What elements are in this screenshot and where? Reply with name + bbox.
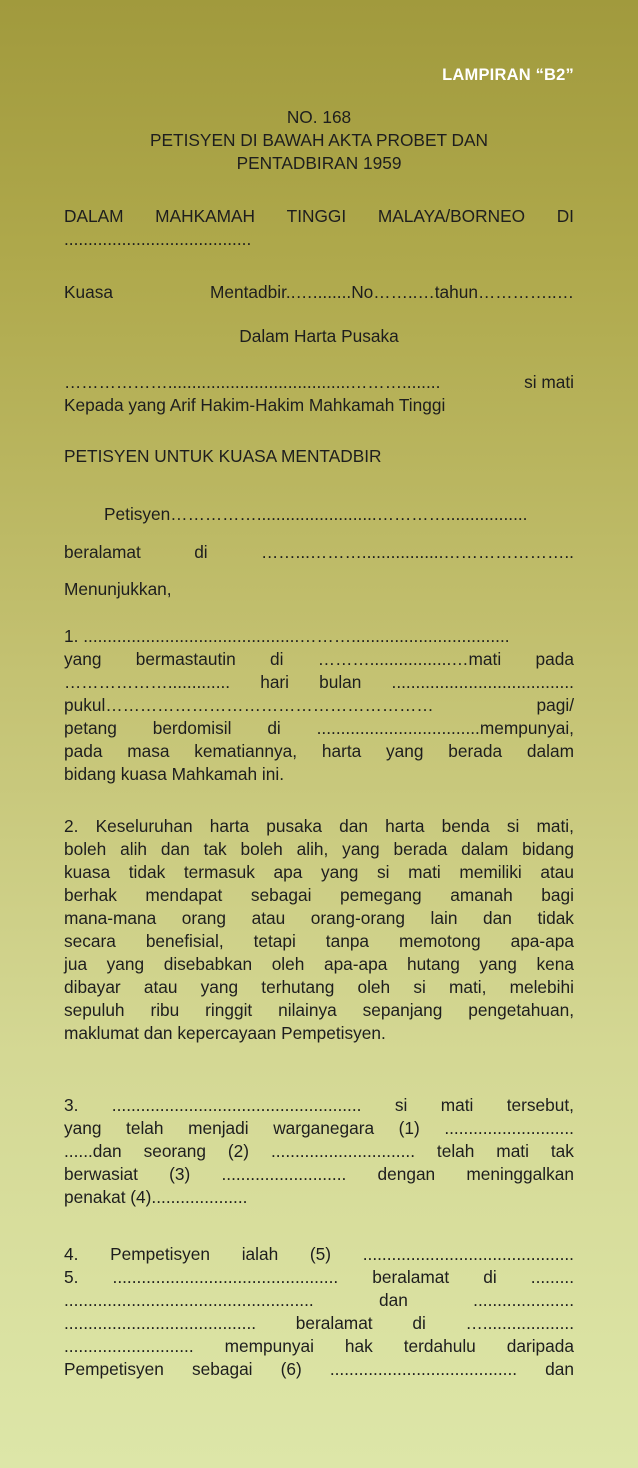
para4-line: 4. Pempetisyen ialah (5) ............................................ [64, 1244, 574, 1264]
para3-line3: ......dan seorang (2) .............................. telah mati tak [64, 1141, 574, 1161]
para1-line4: pukul………………………………………………… pagi/ [64, 695, 574, 715]
para2-line7: jua yang disebabkan oleh apa-apa hutang yang kena [64, 954, 574, 974]
para2-line6: secara benefisial, tetapi tanpa memotong apa-apa [64, 931, 574, 951]
petitioner-address-line: beralamat di ……...……….................………………….. [64, 542, 574, 562]
para2-line2: boleh alih dan tak boleh alih, yang berada dalam bidang [64, 839, 574, 859]
para5-line3: ........................................ beralamat di …................... [64, 1313, 574, 1333]
para1-line7: bidang kuasa Mahkamah ini. [64, 764, 284, 784]
addressee-line: Kepada yang Arif Hakim-Hakim Mahkamah Tinggi [64, 395, 446, 415]
petitioner-line: Petisyen…………….........................…………................. [104, 504, 528, 524]
form-title-line2: PENTADBIRAN 1959 [236, 153, 402, 173]
court-line: DALAM MAHKAMAH TINGGI MALAYA/BORNEO DI [64, 206, 574, 226]
para2-line4: berhak mendapat sebagai pemegang amanah bagi [64, 885, 574, 905]
deceased-name-line: ………………......................................………........ si mati [64, 372, 574, 392]
para5-line2: .................................................... dan ..................... [64, 1290, 574, 1310]
para3-line5: penakat (4).................... [64, 1187, 248, 1207]
para2-line5: mana-mana orang atau orang-orang lain dan tidak [64, 908, 574, 928]
para1-line1: 1. .............................................………................................. [64, 626, 510, 646]
para2-line10: maklumat dan kepercayaan Pempetisyen. [64, 1023, 386, 1043]
para5-line4: ........................... mempunyai hak terdahulu daripada [64, 1336, 574, 1356]
para2-line3: kuasa tidak termasuk apa yang si mati memiliki atau [64, 862, 574, 882]
para5-line5: Pempetisyen sebagai (6) ....................................... dan [64, 1359, 574, 1379]
menunjukkan: Menunjukkan, [64, 579, 172, 599]
kuasa-mentadbir-line: Kuasa Mentadbir..…........No……..…tahun…………..… [64, 282, 574, 302]
para5-line1: 5. ............................................... beralamat di ......... [64, 1267, 574, 1287]
para3-line4: berwasiat (3) .......................... dengan meninggalkan [64, 1164, 574, 1184]
para3-line2: yang telah menjadi warganegara (1) ........................... [64, 1118, 574, 1138]
form-title-line1: PETISYEN DI BAWAH AKTA PROBET DAN [149, 130, 489, 150]
petition-title: PETISYEN UNTUK KUASA MENTADBIR [64, 446, 382, 466]
court-location-blank: ....................................... [64, 229, 252, 249]
lampiran-label: LAMPIRAN “B2” [442, 66, 574, 84]
para2-line1: 2. Keseluruhan harta pusaka dan harta benda si mati, [64, 816, 574, 836]
para2-line9: sepuluh ribu ringgit nilainya sepanjang pengetahuan, [64, 1000, 574, 1020]
estate-heading: Dalam Harta Pusaka [239, 326, 399, 346]
para1-line2: yang bermastautin di ……….................…mati pada [64, 649, 574, 669]
para2-line8: dibayar atau yang terhutang oleh si mati, melebihi [64, 977, 574, 997]
para1-line5: petang berdomisil di ..................................mempunyai, [64, 718, 574, 738]
para1-line3: ………………............. hari bulan ...................................... [64, 672, 574, 692]
form-number: NO. 168 [286, 107, 352, 127]
para1-line6: pada masa kematiannya, harta yang berada dalam [64, 741, 574, 761]
para3-line1: 3. .................................................... si mati tersebut, [64, 1095, 574, 1115]
